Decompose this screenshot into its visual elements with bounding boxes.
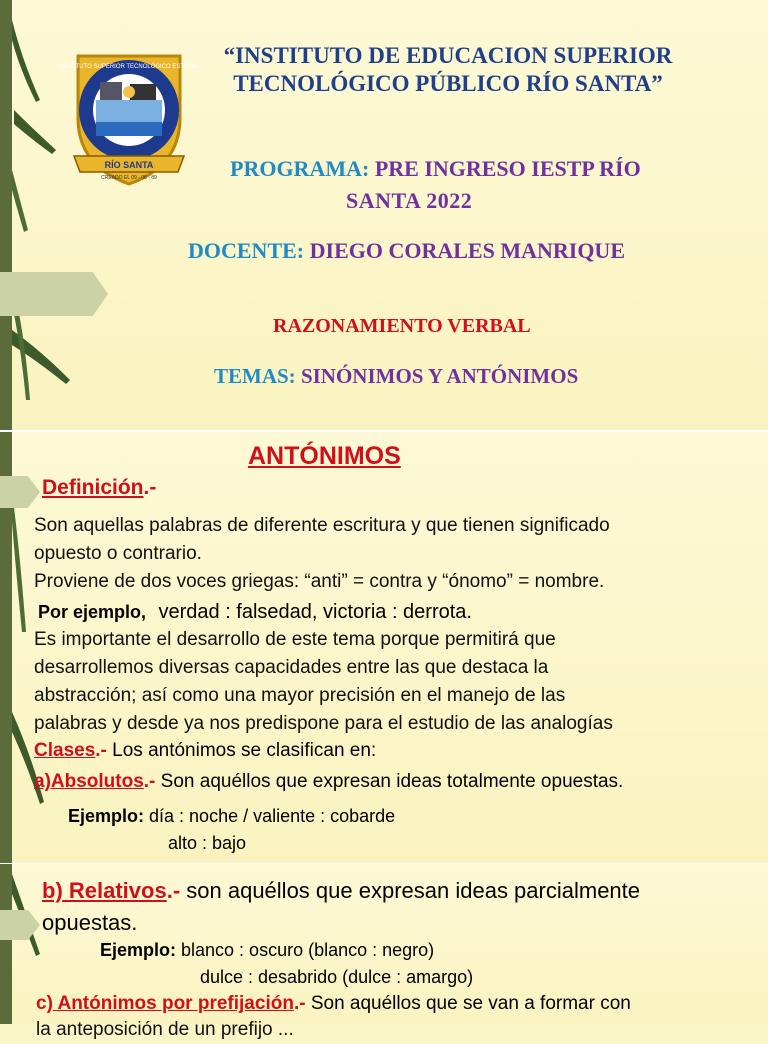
absolutos-example-label: Ejemplo: <box>68 806 145 826</box>
relativos-example-label: Ejemplo: <box>100 940 177 960</box>
absolutos-label: a)Absolutos <box>34 771 144 792</box>
clases-text: Los antónimos se clasifican en: <box>106 740 377 761</box>
definition-line1: Son aquellas palabras de diferente escritura y que tienen significado <box>34 515 610 536</box>
definicion-label: Definición <box>42 476 144 499</box>
relativos-label: Relativos <box>62 878 167 903</box>
course-title: RAZONAMIENTO VERBAL <box>273 315 531 337</box>
relativos-suffix: .- <box>166 878 181 903</box>
prefijacion-text: Son aquéllos que se van a formar con <box>305 993 631 1014</box>
definicion-heading <box>42 474 156 502</box>
relativos-prefix: b) <box>42 878 63 903</box>
programa-value-line1: PRE INGRESO IESTP RÍO <box>374 156 641 181</box>
importance-line2: desarrollemos diversas capacidades entre las que destaca la <box>34 657 549 678</box>
temas-value: SINÓNIMOS Y ANTÓNIMOS <box>300 364 579 388</box>
importance-line4: palabras y desde ya nos predispone para el estudio de las analogías <box>34 713 613 734</box>
antonimos-slide <box>0 432 768 863</box>
programa-line1 <box>230 154 641 184</box>
prefijacion-prefix: c) <box>36 993 53 1014</box>
prefijacion-line <box>36 990 631 1018</box>
slide-tab <box>0 272 108 316</box>
docente-value: DIEGO CORALES MANRIQUE <box>309 238 625 263</box>
institute-logo <box>60 48 198 188</box>
programa-value-line2: SANTA 2022 <box>346 188 473 213</box>
docente-label: DOCENTE: <box>188 238 305 263</box>
absolutos-line <box>34 768 623 796</box>
relativos-text1: son aquéllos que expresan ideas parcialmente <box>180 878 641 903</box>
importance-paragraph <box>34 626 613 738</box>
relativos-example-text1: blanco : oscuro (blanco : negro) <box>176 940 435 960</box>
temas-line <box>214 362 578 390</box>
institute-name <box>192 42 704 98</box>
institute-name-line2: TECNOLÓGICO PÚBLICO RÍO SANTA” <box>233 71 663 96</box>
temas-label: TEMAS: <box>214 364 296 388</box>
example-text: verdad : falsedad, victoria : derrota. <box>158 601 472 623</box>
programa-label: PROGRAMA: <box>230 156 370 181</box>
institute-name-line1: “INSTITUTO DE EDUCACION SUPERIOR <box>223 43 673 68</box>
absolutos-suffix: .- <box>143 771 156 792</box>
relativos-text2: opuestas. <box>42 910 138 935</box>
relativos-example-text2: dulce : desabrido (dulce : amargo) <box>200 967 474 987</box>
absolutos-example-line1 <box>68 802 395 830</box>
absolutos-example-text2: alto : bajo <box>168 833 247 853</box>
docente-line <box>188 236 625 266</box>
absolutos-example-text1: día : noche / valiente : cobarde <box>144 806 396 826</box>
example-line <box>38 598 472 628</box>
clases-label: Clases <box>34 740 96 761</box>
clases-line <box>34 737 376 765</box>
logo-banner-text: RÍO SANTA <box>104 160 154 170</box>
definicion-suffix: .- <box>143 476 157 499</box>
antonimos-title: ANTÓNIMOS <box>248 442 401 470</box>
definition-paragraph <box>34 512 610 596</box>
example-label: Por ejemplo, <box>38 602 147 622</box>
prefijacion-suffix: .- <box>293 993 306 1014</box>
relativos-slide <box>0 864 768 1040</box>
prefijacion-label: Antónimos por prefijación <box>52 993 294 1014</box>
etymology-line: Proviene de dos voces griegas: “anti” = contra y “ónomo” = nombre. <box>34 571 605 592</box>
relativos-example-line1 <box>100 936 434 964</box>
absolutos-text: Son aquéllos que expresan ideas totalmente opuestas. <box>155 771 624 792</box>
title-slide <box>0 0 768 430</box>
importance-line3: abstracción; así como una mayor precisión en el manejo de las <box>34 685 566 706</box>
prefijacion-next-line: la anteposición de un prefijo ... <box>36 1019 294 1040</box>
importance-line1: Es importante el desarrollo de este tema porque permitirá que <box>34 629 556 650</box>
clases-suffix: .- <box>95 740 107 761</box>
logo-founded-text: CREADO EL 09 - 06 - 89 <box>101 175 157 181</box>
relativos-line1 <box>42 876 640 906</box>
definition-line2: opuesto o contrario. <box>34 543 202 564</box>
logo-ring-text: INSTITUTO SUPERIOR TECNOLÓGICO ESTATAL <box>60 64 198 70</box>
